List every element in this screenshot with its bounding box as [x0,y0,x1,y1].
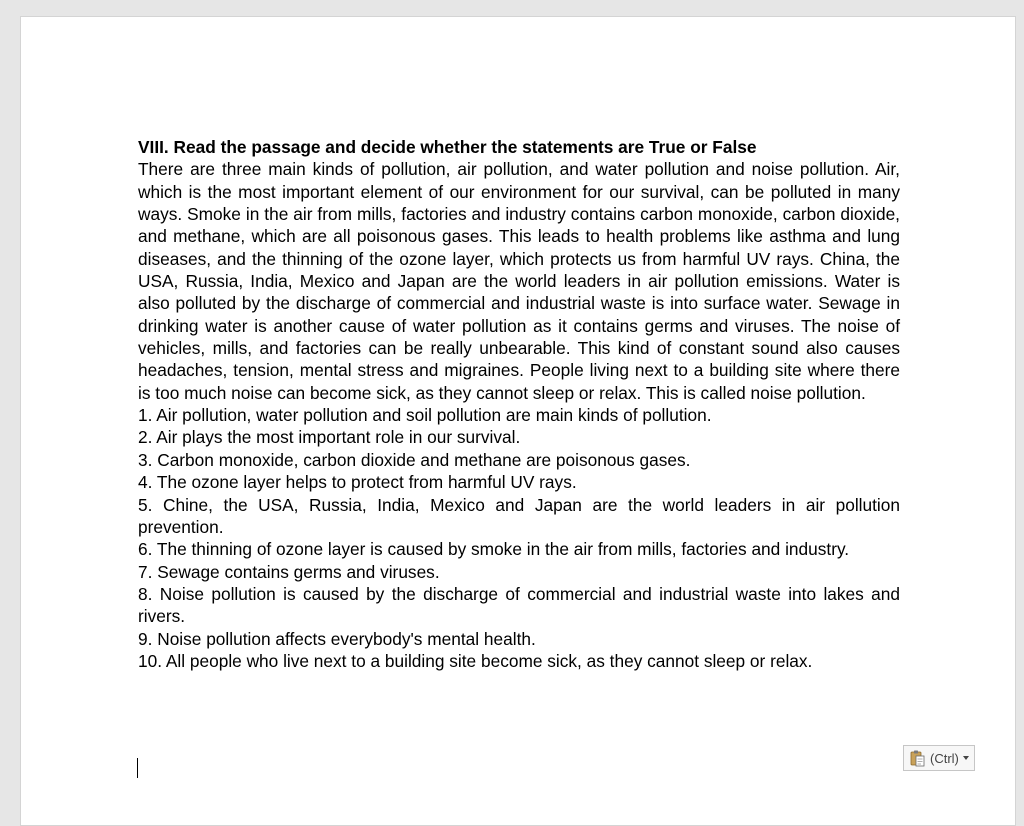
document-body[interactable] [138,136,900,672]
reading-passage: There are three main kinds of pollution, air pollution, and water pollution and noise pollution. Air, which is the most important element of our environment for our survival, can be polluted in many ways. Smoke in the air from mills, factories and industry contains carbon monoxide, carbon dioxide, and methane, which are all poisonous gases. This leads to health problems like asthma and lung diseases, and the thinning of the ozone layer, which protects us from harmful UV rays. China, the USA, Russia, India, Mexico and Japan are the world leaders in air pollution emissions. Water is also polluted by the discharge of commercial and industrial waste is into surface water. Sewage in drinking water is another cause of water pollution as it contains germs and viruses. The noise of vehicles, mills, and factories can be really unbearable. This kind of constant sound also causes headaches, tension, mental stress and migraines. People living next to a building site where there is too much noise can become sick, as they cannot sleep or relax. This is called noise pollution. [138,159,900,403]
paste-options-button[interactable] [903,745,975,771]
statement-1: 1. Air pollution, water pollution and soil pollution are main kinds of pollution. [138,405,712,426]
text-cursor [137,758,138,778]
chevron-down-icon [963,756,969,760]
statement-9: 9. Noise pollution affects everybody's mental health. [138,628,536,649]
statement-3: 3. Carbon monoxide, carbon dioxide and methane are poisonous gases. [138,449,691,470]
statement-6: 6. The thinning of ozone layer is caused by smoke in the air from mills, factories and industry. [138,539,850,560]
paste-options-label: (Ctrl) [930,750,959,766]
statement-10: 10. All people who live next to a building site become sick, as they cannot sleep or relax. [138,650,813,671]
document-page[interactable] [20,16,1016,826]
exercise-heading: VIII. Read the passage and decide whether the statements are True or False [138,137,757,157]
clipboard-icon [909,749,927,767]
statement-4: 4. The ozone layer helps to protect from harmful UV rays. [138,472,577,493]
statement-5: 5. Chine, the USA, Russia, India, Mexico and Japan are the world leaders in air pollution prevention. [138,494,900,537]
statement-2: 2. Air plays the most important role in our survival. [138,427,521,448]
statement-8: 8. Noise pollution is caused by the discharge of commercial and industrial waste into lakes and rivers. [138,583,900,627]
statement-7: 7. Sewage contains germs and viruses. [138,561,440,582]
